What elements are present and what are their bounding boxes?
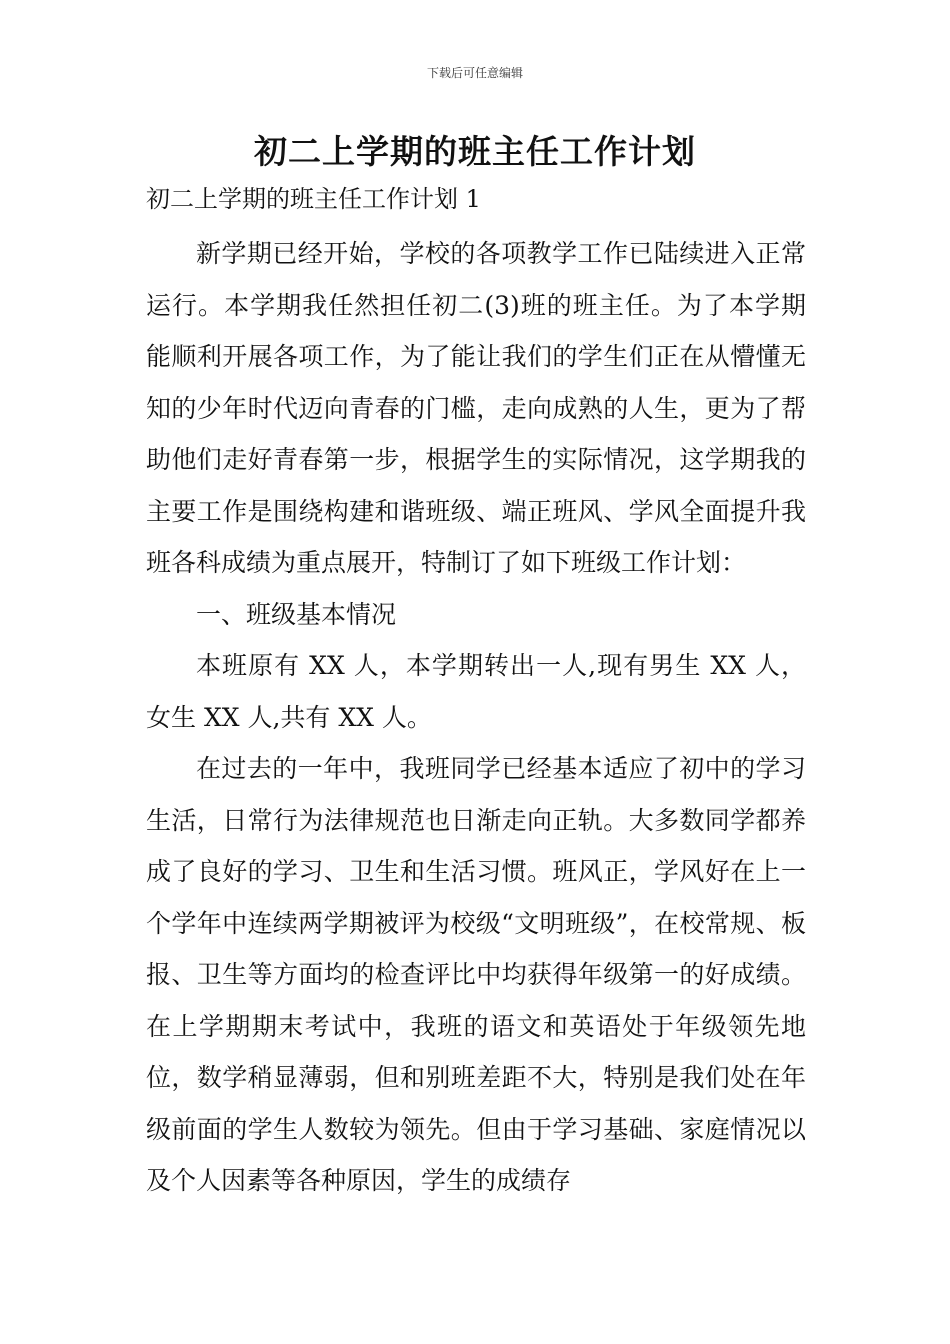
header-note: 下载后可任意编辑 <box>426 66 523 80</box>
paragraph-class-size: 本班原有 XX 人，本学期转出一人,现有男生 XX 人，女生 XX 人,共有 XX 人。 <box>146 651 806 732</box>
section-subtitle: 初二上学期的班主任工作计划 1 <box>146 185 481 213</box>
paragraph-intro: 新学期已经开始，学校的各项教学工作已陆续进入正常运行。本学期我任然担任初二(3)班的班主任。为了本学期能顺利开展各项工作，为了能让我们的学生们正在从懵懂无知的少年时代迈向青春的门槛，走向成熟的人生，更为了帮助他们走好青春第一步，根据学生的实际情况，这学期我的主要工作是围绕构建和谐班级、端正班风、学风全面提升我班各科成绩为重点展开，特制订了如下班级工作计划： <box>146 239 806 577</box>
section-heading: 一、班级基本情况 <box>196 599 397 629</box>
paragraph-past-year: 在过去的一年中，我班同学已经基本适应了初中的学习生活，日常行为法律规范也日渐走向正轨。大多数同学都养成了良好的学习、卫生和生活习惯。班风正，学风好在上一个学年中连续两学期被评为校级“文明班级”，在校常规、板报、卫生等方面均的检查评比中均获得年级第一的好成绩。在上学期期末考试中，我班的语文和英语处于年级领先地位，数学稍显薄弱，但和别班差距不大，特别是我们处在年级前面的学生人数较为领先。但由于学习基础、家庭情况以及个人因素等各种原因，学生的成绩存 <box>146 754 806 1195</box>
document-title: 初二上学期的班主任工作计划 <box>254 132 696 171</box>
document-body <box>146 228 806 1207</box>
